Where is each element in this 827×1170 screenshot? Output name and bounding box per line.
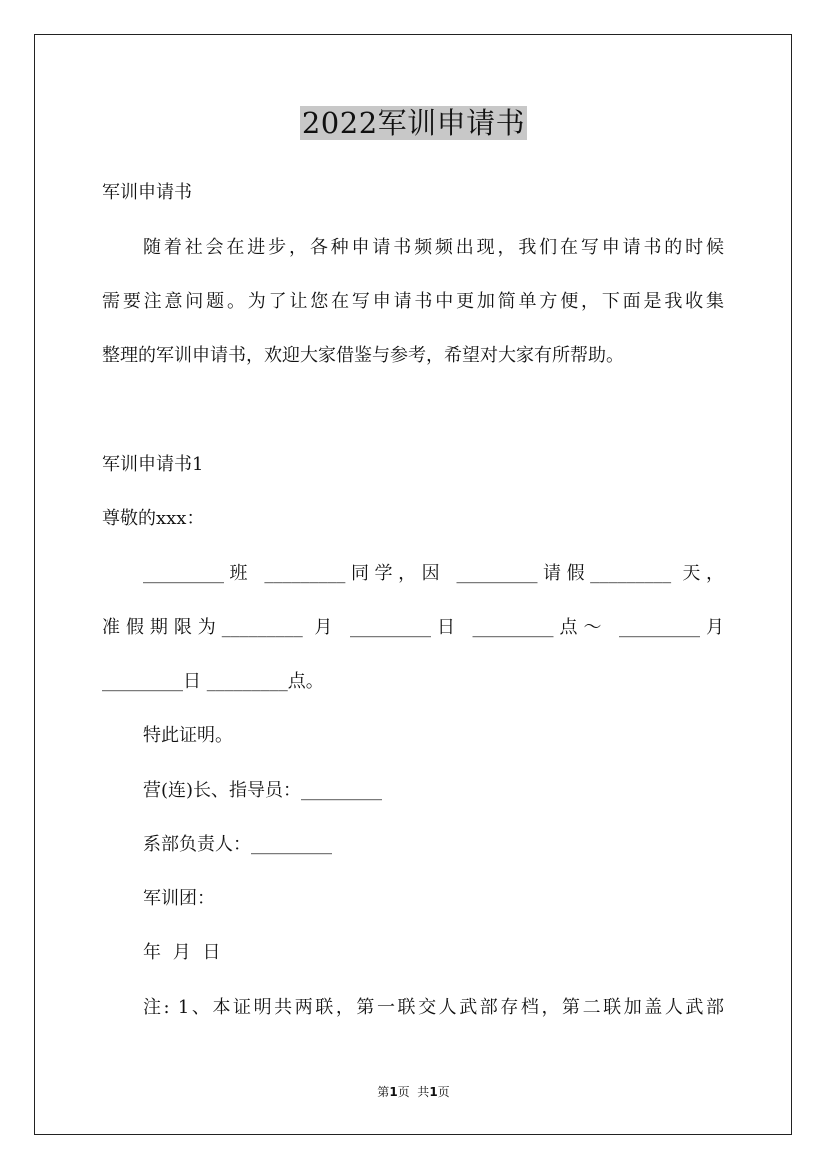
footer-suffix: 页	[437, 1085, 450, 1099]
footer-total-pages: 1	[429, 1085, 438, 1099]
document-title	[0, 104, 827, 142]
form-line-2: 准假期限为_________ 月 _________日 _________点～ _________月	[102, 617, 724, 638]
form-line-1: _________班 _________同学，因 _________请假_________ 天，	[143, 563, 724, 584]
footer-prefix: 第	[377, 1085, 390, 1099]
certify-text: 特此证明。	[143, 725, 233, 746]
date-line: 年 月 日	[143, 942, 221, 963]
page-footer	[0, 1084, 827, 1100]
note-line: 注: 1、本证明共两联，第一联交人武部存档，第二联加盖人武部	[143, 997, 724, 1018]
document-title-text: 2022军训申请书	[301, 106, 526, 140]
signature-commander: 营(连)长、指导员：_________	[143, 780, 383, 801]
salutation: 尊敬的xxx：	[102, 508, 205, 529]
section-title: 军训申请书1	[102, 454, 204, 475]
footer-page-number: 1	[389, 1085, 398, 1099]
intro-line-3: 整理的军训申请书，欢迎大家借鉴与参考，希望对大家有所帮助。	[102, 345, 624, 366]
intro-line-2: 需要注意问题。为了让您在写申请书中更加简单方便，下面是我收集	[102, 291, 724, 312]
heading: 军训申请书	[102, 182, 192, 203]
form-line-3: _________日 _________点。	[102, 671, 324, 692]
intro-line-1: 随着社会在进步，各种申请书频频出现，我们在写申请书的时候	[143, 237, 724, 258]
signature-department: 系部负责人：_________	[143, 834, 332, 855]
signature-regiment: 军训团：	[143, 888, 215, 909]
footer-mid: 页 共	[397, 1085, 430, 1099]
